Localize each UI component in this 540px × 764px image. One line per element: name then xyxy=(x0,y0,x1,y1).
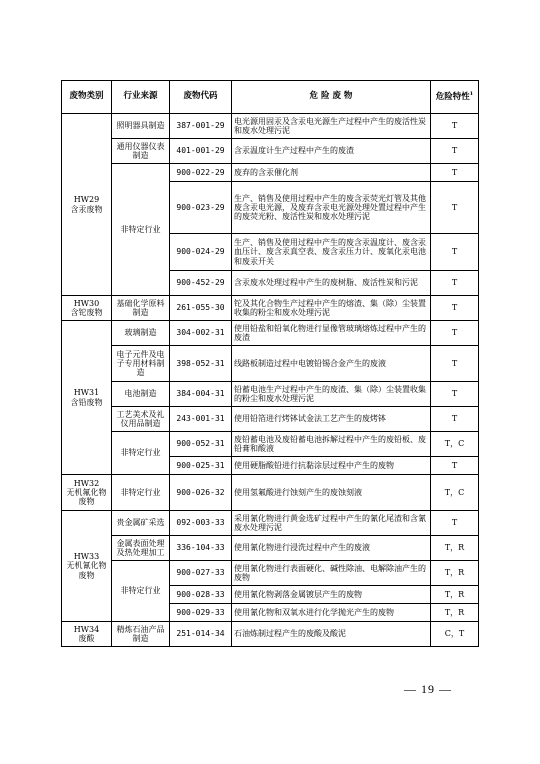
table-row xyxy=(62,164,479,182)
source-cell: 通用仪器仪表制造 xyxy=(112,139,170,164)
waste-desc-cell: 使用氰化物进行表面硬化、碱性除油、电解除油产生的废物 xyxy=(232,561,431,586)
category-label: HW30 含铊废物 xyxy=(70,298,103,317)
code-cell: 398-052-31 xyxy=(170,346,232,382)
page-number: — 19 — xyxy=(404,682,452,696)
code-cell: 336-104-33 xyxy=(170,536,232,561)
category-cell-hw29 xyxy=(62,114,112,296)
risk-cell: T xyxy=(431,382,479,407)
risk-cell: T xyxy=(431,296,479,321)
waste-desc-cell: 电光源用固汞及含汞电光源生产过程中产生的废活性炭和废水处理污泥 xyxy=(232,114,431,139)
header-risk-footnote: 1 xyxy=(469,90,474,97)
risk-cell: T xyxy=(431,457,479,475)
category-label: HW29 含汞废物 xyxy=(70,195,103,214)
header-code: 废物代码 xyxy=(170,81,232,114)
category-label: HW31 含铅废物 xyxy=(70,388,103,407)
table-row xyxy=(62,511,479,536)
waste-desc-cell: 使用铅箔进行烤钵试金法工艺产生的废烤钵 xyxy=(232,407,431,432)
waste-desc-cell: 使用氰化物进行浸洗过程中产生的废液 xyxy=(232,536,431,561)
source-cell: 非特定行业 xyxy=(112,164,170,296)
table-header-row xyxy=(62,81,479,114)
risk-cell: T xyxy=(431,346,479,382)
source-cell: 非特定行业 xyxy=(112,475,170,511)
waste-desc-cell: 使用氢氟酸进行蚀刻产生的废蚀刻液 xyxy=(232,475,431,511)
risk-cell: T，R xyxy=(431,536,479,561)
category-label: HW34 废酸 xyxy=(73,624,100,643)
waste-desc-cell: 使用硬脂酸铅进行抗黏涂层过程中产生的废物 xyxy=(232,457,431,475)
risk-cell: T xyxy=(431,234,479,271)
code-cell: 900-024-29 xyxy=(170,234,232,271)
source-cell: 非特定行业 xyxy=(112,561,170,622)
code-cell: 092-003-33 xyxy=(170,511,232,536)
code-cell: 900-029-33 xyxy=(170,604,232,622)
table-row xyxy=(62,114,479,139)
waste-desc-cell: 线路板制造过程中电镀铅锡合金产生的废液 xyxy=(232,346,431,382)
category-cell-hw31 xyxy=(62,321,112,475)
risk-cell: T xyxy=(431,164,479,182)
risk-cell: T xyxy=(431,114,479,139)
header-risk-label: 危险特性 xyxy=(435,91,470,102)
risk-cell: C，T xyxy=(431,622,479,647)
table-row xyxy=(62,536,479,561)
source-cell: 工艺美术及礼仪用品制造 xyxy=(112,407,170,432)
table-row xyxy=(62,622,479,647)
table-row xyxy=(62,139,479,164)
table-row xyxy=(62,475,479,511)
waste-desc-cell: 铅蓄电池生产过程中产生的废渣、集（除）尘装置收集的粉尘和废水处理污泥 xyxy=(232,382,431,407)
waste-desc-cell: 生产、销售及使用过程中产生的废含汞温度计、废含汞血压计、废含汞真空表、废含汞压力计、废氧化汞电池和废汞开关 xyxy=(232,234,431,271)
code-cell: 900-028-33 xyxy=(170,586,232,604)
code-cell: 900-027-33 xyxy=(170,561,232,586)
risk-cell: T，R xyxy=(431,561,479,586)
waste-desc-cell: 含汞废水处理过程中产生的废树脂、废活性炭和污泥 xyxy=(232,271,431,296)
category-label: HW32 无机氟化物废物 xyxy=(66,478,107,507)
risk-cell: T，C xyxy=(431,475,479,511)
source-cell: 玻璃制造 xyxy=(112,321,170,346)
source-cell: 精炼石油产品制造 xyxy=(112,622,170,647)
code-cell: 401-001-29 xyxy=(170,139,232,164)
waste-desc-cell: 废弃的含汞催化剂 xyxy=(232,164,431,182)
table-row xyxy=(62,407,479,432)
risk-cell: T，R xyxy=(431,586,479,604)
code-cell: 243-001-31 xyxy=(170,407,232,432)
hazardous-waste-table xyxy=(61,80,479,647)
waste-desc-cell: 石油炼制过程产生的废酸及酸泥 xyxy=(232,622,431,647)
waste-desc-cell: 含汞温度计生产过程中产生的废渣 xyxy=(232,139,431,164)
risk-cell: T xyxy=(431,182,479,234)
code-cell: 900-022-29 xyxy=(170,164,232,182)
waste-desc-cell: 生产、销售及使用过程中产生的废含汞荧光灯管及其他废含汞电光源，及废弃含汞电光源处理处置过程中产生的废荧光粉、废活性炭和废水处理污泥 xyxy=(232,182,431,234)
risk-cell: T xyxy=(431,511,479,536)
table-row xyxy=(62,296,479,321)
risk-cell: T xyxy=(431,321,479,346)
header-waste: 危 险 废 物 xyxy=(232,81,431,114)
source-cell: 电子元件及电子专用材料制造 xyxy=(112,346,170,382)
code-cell: 251-014-34 xyxy=(170,622,232,647)
code-cell: 261-055-30 xyxy=(170,296,232,321)
table-row xyxy=(62,321,479,346)
header-category: 废物类别 xyxy=(62,81,112,114)
table-row xyxy=(62,432,479,457)
source-cell: 非特定行业 xyxy=(112,432,170,475)
code-cell: 900-452-29 xyxy=(170,271,232,296)
code-cell: 900-026-32 xyxy=(170,475,232,511)
table-row xyxy=(62,561,479,586)
category-cell-hw34 xyxy=(62,622,112,647)
code-cell: 304-002-31 xyxy=(170,321,232,346)
source-cell: 贵金属矿采选 xyxy=(112,511,170,536)
source-cell: 金属表面处理及热处理加工 xyxy=(112,536,170,561)
waste-desc-cell: 使用铅盐和铅氧化物进行显像管玻璃熔炼过程中产生的废渣 xyxy=(232,321,431,346)
source-cell: 照明器具制造 xyxy=(112,114,170,139)
header-source: 行业来源 xyxy=(112,81,170,114)
category-cell-hw33 xyxy=(62,511,112,622)
waste-desc-cell: 使用氰化物剥落金属镀层产生的废物 xyxy=(232,586,431,604)
source-cell: 电池制造 xyxy=(112,382,170,407)
risk-cell: T xyxy=(431,271,479,296)
category-label: HW33 无机氰化物废物 xyxy=(66,552,107,580)
header-risk xyxy=(431,81,479,114)
table-row xyxy=(62,382,479,407)
category-cell-hw30 xyxy=(62,296,112,321)
category-cell-hw32 xyxy=(62,475,112,511)
code-cell: 387-001-29 xyxy=(170,114,232,139)
source-cell: 基础化学原料制造 xyxy=(112,296,170,321)
code-cell: 384-004-31 xyxy=(170,382,232,407)
waste-desc-cell: 使用氰化物和双氧水进行化学抛光产生的废物 xyxy=(232,604,431,622)
code-cell: 900-052-31 xyxy=(170,432,232,457)
table-row xyxy=(62,346,479,382)
waste-desc-cell: 采用氰化物进行黄金选矿过程中产生的氰化尾渣和含氰废水处理污泥 xyxy=(232,511,431,536)
risk-cell: T xyxy=(431,139,479,164)
code-cell: 900-025-31 xyxy=(170,457,232,475)
waste-desc-cell: 废铅蓄电池及废铅蓄电池拆解过程中产生的废铅板、废铅膏和酸液 xyxy=(232,432,431,457)
risk-cell: T，R xyxy=(431,604,479,622)
risk-cell: T，C xyxy=(431,432,479,457)
waste-desc-cell: 铊及其化合物生产过程中产生的熔渣、集（除）尘装置收集的粉尘和废水处理污泥 xyxy=(232,296,431,321)
code-cell: 900-023-29 xyxy=(170,182,232,234)
risk-cell: T xyxy=(431,407,479,432)
